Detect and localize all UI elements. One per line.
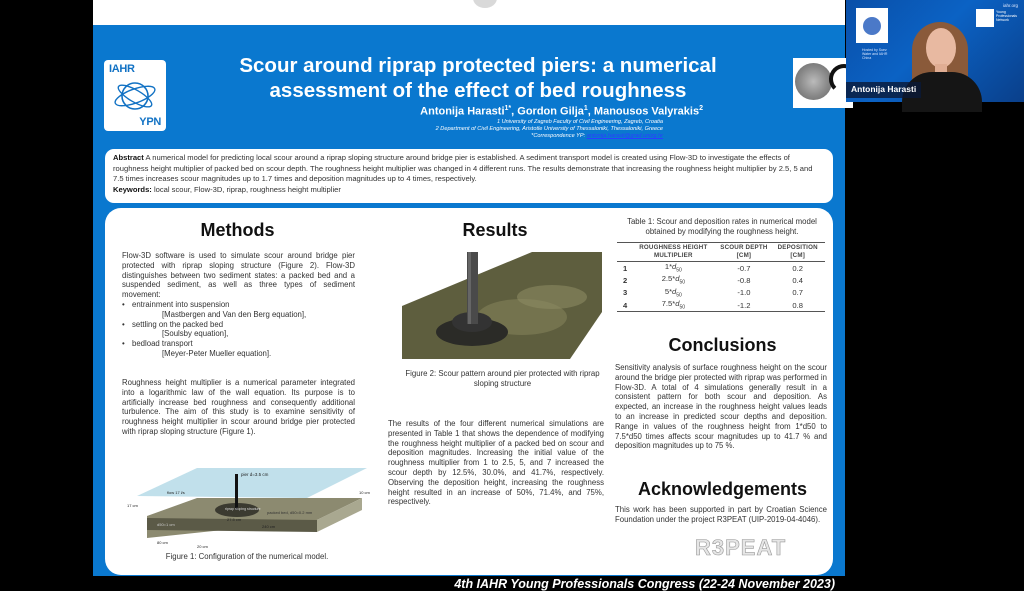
row-multiplier: $1*d_{50}$: [664, 262, 682, 274]
poster-title: [183, 53, 773, 103]
row-index: 2: [623, 275, 628, 285]
bed-label: d50=1 cm: [157, 522, 175, 527]
acknowledgements-text: This work has been supported in part by Croatian Science Foundation under the project R3PEAT (UIP-2019-04-4046).: [615, 505, 827, 524]
keywords-text: local scour, Flow-3D, riprap, roughness height multiplier: [151, 184, 341, 194]
participant-face: [926, 28, 956, 68]
list-item: [122, 300, 355, 310]
distance-label: 27.5 cm: [227, 517, 242, 522]
correspondence-label: *Correspondence YP:: [531, 133, 586, 139]
ypn-text: Young Professionals Network: [996, 10, 1018, 22]
bullet-text: settling on the packed bed: [132, 319, 224, 329]
iahr-ypn-logo: [104, 60, 166, 131]
poster-background: [93, 25, 845, 591]
bullet-text: entrainment into suspension: [132, 299, 230, 309]
pier: [235, 474, 238, 510]
logo-text-bottom: YPN: [139, 116, 161, 128]
row-index: 1: [623, 263, 628, 273]
correspondence-email-link[interactable]: antonija.harasti@grad.unizg.hr: [586, 133, 663, 139]
bullet-ref: [Mastbergen and Van den Berg equation],: [162, 309, 307, 319]
university-seal-icon: [795, 63, 832, 100]
row-scour: -0.8: [737, 275, 751, 285]
row-multiplier: $7.5*d_{50}$: [629, 299, 717, 312]
methods-text: [122, 251, 355, 359]
affiliation-2: 2 Department of Civil Engineering, Aristotle University of Thessaloniki, Thessaloniki, Greece: [435, 126, 663, 132]
author-name: Antonija Harasti: [420, 105, 505, 118]
congress-footer: 4th IAHR Young Professionals Congress (22-24 November 2023): [454, 577, 835, 591]
row-index: 4: [617, 299, 629, 312]
list-item: [122, 339, 355, 349]
author-sup: 1*: [504, 105, 512, 112]
height-label: 17 cm: [127, 503, 138, 508]
bullet-ref: [Meyer-Peter Mueller equation].: [162, 348, 272, 358]
webcam-tile[interactable]: [846, 0, 1024, 102]
riprap-label: riprap sloping structure: [225, 507, 261, 511]
results-text: The results of the four different numerical simulations are presented in Table 1 that shows the dependence of modifying the roughness height multiplier of a packed bed on scour and deposition magnitudes. Increasing the initial value of the roughness multiplier from 1 to 2.5, 5, and 7 increased the scour depth by 12.5%, 30.0%, and 41.7%, respectively. Observing the deposition height, increasing the roughness height resulted in an increase of 50%, 71.4%, and 75%, respectively.: [388, 419, 604, 507]
title-line-1: Scour around riprap protected piers: a numerical: [239, 54, 717, 77]
participant-name-label: Antonija Harasti: [846, 82, 921, 98]
table-row: [617, 287, 825, 300]
webcam-host-text: Hosted by Suez Water and IAHR China: [862, 48, 888, 60]
row-scour: -1.2: [717, 299, 770, 312]
logo-text-top: IAHR: [109, 63, 135, 75]
col-header-index: [617, 243, 629, 262]
author-list: Antonija Harasti$^{1*}$, Gordon Gilja$^1$, Manousos Valyrakis$^2$: [420, 105, 703, 118]
author-sup: 1: [583, 105, 588, 112]
webcam-url: iahr.org: [1002, 3, 1018, 8]
col-header-deposition: DEPOSITION [CM]: [770, 243, 825, 262]
list-item: [122, 320, 355, 330]
sediment-movement-list: [122, 300, 355, 359]
methods-paragraph-2: Roughness height multiplier is a numerical parameter integrated into a logarithmic law of the wall equation. Its purpose is to artificially increase bed roughness and consequently additional turbulence. The aim of this study is to examine sensitivity of roughness height multiplier in scour around bridge pier protected with riprap sloping structure (Figure 1).: [122, 378, 355, 436]
depth-label: 10 cm: [359, 490, 370, 495]
row-deposition: 0.2: [792, 263, 803, 273]
figure-1-model-diagram: [127, 458, 370, 553]
iahr-logo: [856, 8, 888, 43]
deposition-wake: [517, 285, 587, 309]
row-scour: -0.7: [737, 263, 751, 273]
side-label: 20 cm: [197, 544, 208, 549]
globe-icon: [863, 17, 881, 35]
keywords-label: Keywords:: [113, 184, 152, 194]
row-deposition: 0.7: [792, 288, 803, 298]
bullet-text: bedload transport: [132, 339, 193, 349]
figure-1-caption: Figure 1: Configuration of the numerical model.: [165, 552, 329, 561]
bullet-ref: [Soulsby equation],: [162, 329, 229, 339]
university-logo: [793, 58, 853, 108]
col-header-multiplier: ROUGHNESS HEIGHT MULTIPLIER: [629, 243, 717, 262]
table-header-row: [617, 243, 825, 262]
row-index: 3: [623, 288, 628, 298]
conclusions-text: Sensitivity analysis of surface roughness height on the scour around the bridge pier protected with riprap was performed in Flow-3D. A total of 4 simulations generally result in a consistent pattern for both scour and deposition. As expected, an increase in the roughness height values leads to an increase in predicted scour depths and deposition. Range in values of the roughness height from 1*d50 to 7.5*d50 times affects scour magnitudes up to 41.7 % and deposition magnitudes up to 75 %.: [615, 363, 827, 451]
methods-heading: Methods: [200, 220, 275, 240]
slide-top-margin: [93, 0, 845, 25]
table-row: [617, 274, 825, 287]
methods-intro: Flow-3D software is used to simulate scour around bridge pier protected with riprap sloping structure (Figure 2). Flow-3D distinguishes between two sediment states: a packed bed and a suspended sediment, as well as three types of sediment movement:: [122, 251, 355, 300]
shared-screen-poster: [93, 0, 845, 591]
pier-highlight: [468, 252, 471, 324]
abstract-text: A numerical model for predicting local scour around a riprap sloping structure around bridge pier is established. A sediment transport model is created using Flow-3D to investigate the effects of roughness height multiplier of packed bed on scour depth. The roughness height multiplier was changed in 4 different runs. The results demonstrate that increasing the roughness height multiplier by 2.5, 5 and 7.5 times increases scour magnitudes up to 1.7 times and deposition magnitudes up to 4 times, respectively.: [113, 153, 813, 183]
width-label: 80 cm: [157, 540, 168, 545]
table-row: [617, 299, 825, 312]
packed-bed-label: packed bed, d50=0.2 mm: [267, 510, 313, 515]
r3peat-logo: R3PEAT: [695, 535, 787, 560]
row-deposition: 0.8: [770, 299, 825, 312]
abstract-label: Abstract: [113, 153, 144, 162]
row-scour: -1.0: [737, 288, 751, 298]
col-header-scour: SCOUR DEPTH [CM]: [717, 243, 770, 262]
table-1-caption: Table 1: Scour and deposition rates in numerical model obtained by modifying the roughness height.: [627, 217, 817, 236]
flow-label: flow 17 l/s: [167, 490, 185, 495]
row-deposition: 0.4: [792, 275, 803, 285]
title-line-2: assessment of the effect of bed roughness: [269, 79, 687, 102]
figure-2-scour-pattern: [402, 252, 602, 359]
figure-2-caption: Figure 2: Scour pattern around pier protected with riprap sloping structure: [405, 369, 600, 388]
correspondence: [243, 133, 703, 139]
length-label: 240 cm: [262, 524, 276, 529]
acknowledgements-heading: Acknowledgements: [637, 479, 808, 499]
pier-label: pier d=3.5 cm: [241, 472, 269, 477]
table-row: [617, 262, 825, 275]
author-name: Manousos Valyrakis: [593, 105, 700, 118]
globe-orbit-icon: [112, 74, 158, 118]
content-panel: [105, 208, 833, 575]
author-name: Gordon Gilja: [517, 105, 584, 118]
abstract-box: [105, 149, 833, 203]
affiliation-1: 1 University of Zagreb Faculty of Civil Engineering, Zagreb, Croatia: [496, 119, 663, 125]
row-multiplier: $5*d_{50}$: [664, 286, 682, 299]
row-multiplier: $2.5*d_{50}$: [661, 274, 685, 286]
table-1: [617, 242, 825, 312]
author-sup: 2: [699, 105, 703, 112]
ypn-logo: [976, 9, 994, 27]
results-heading: Results: [462, 220, 528, 240]
conclusions-heading: Conclusions: [668, 335, 777, 355]
